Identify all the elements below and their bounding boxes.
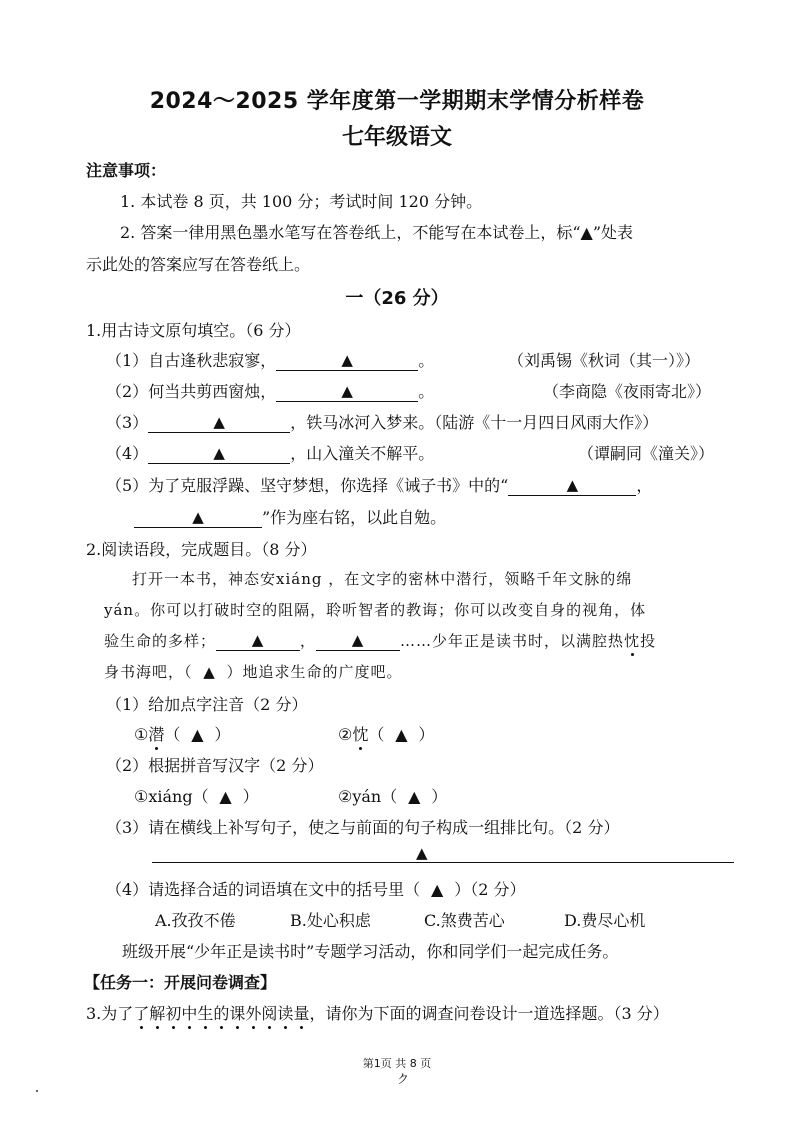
- paren-open: （: [368, 725, 385, 744]
- exam-subtitle: 七年级语文: [341, 125, 452, 150]
- paren-close: ）: [214, 725, 231, 744]
- q2-sub-2-a: [134, 784, 259, 807]
- q2-passage-line-4: [104, 661, 403, 682]
- passage-text: ……少年正是读书时，以满腔热: [400, 632, 625, 650]
- dotted-character: 忱: [624, 632, 641, 650]
- q2-passage-line-1: 打开一本书，神态安xiáng ，在文字的密林中潜行，领略千年文脉的绵: [132, 570, 633, 588]
- paren-close: ）: [431, 787, 448, 806]
- q1-item-5-line-2: [134, 505, 446, 528]
- q2-sub-1: （1）给加点字注音（2 分）: [106, 695, 308, 714]
- answer-blank: [148, 443, 290, 464]
- dotted-character: 中: [181, 1001, 197, 1024]
- q1-item-2-text: 何当共剪西窗烛，: [148, 382, 277, 401]
- answer-blank: [216, 630, 300, 651]
- dotted-character: 读: [277, 1001, 293, 1024]
- q3-text: 3.为了: [86, 1004, 134, 1023]
- q1-stem: 1.用古诗文原句填空。（6 分）: [86, 321, 301, 340]
- q1-item-4-text: ，山入潼关不解平。: [290, 444, 435, 463]
- q2-passage-line-3: [104, 630, 656, 651]
- q1-item-2: [106, 379, 434, 402]
- answer-blank: [134, 507, 262, 528]
- triangle-marker-icon: ▲: [192, 508, 204, 526]
- q2-sub-1-a: [134, 722, 230, 745]
- triangle-marker-icon: ▲: [408, 787, 421, 806]
- q1-item-1: [106, 348, 434, 371]
- q2-sub-4-text: （4）请选择合适的词语填在文中的括号里（: [106, 880, 421, 899]
- q1-item-3-text: ，铁马冰河入梦来。（陆游《十一月四日风雨大作》）: [290, 413, 659, 432]
- triangle-marker-icon: ▲: [213, 444, 225, 462]
- q2-sub-4-score: ）（2 分）: [454, 880, 526, 899]
- task-1-heading: 【任务一：开展问卷调查】: [84, 973, 277, 992]
- notice-item-2-line-2: 示此处的答案应写在答卷纸上。: [86, 255, 311, 274]
- answer-blank: [276, 350, 418, 371]
- triangle-marker-icon: ▲: [341, 382, 353, 400]
- option-a: A.孜孜不倦: [155, 911, 236, 930]
- q1-item-5-line-1: [106, 473, 652, 496]
- q2-sub-3: （3）请在横线上补写句子，使之与前面的句子构成一组排比句。（2 分）: [106, 818, 620, 837]
- answer-blank: [276, 381, 418, 402]
- q1-item-3-num: （3）: [106, 413, 149, 432]
- q1-item-2-end: 。: [418, 382, 435, 401]
- triangle-marker-icon: ▲: [431, 880, 444, 899]
- dotted-character: 初: [165, 1001, 181, 1024]
- paren-close: ）: [242, 787, 259, 806]
- dotted-character: 潜: [148, 722, 164, 745]
- q1-item-1-text: 自古逢秋悲寂寥，: [148, 351, 277, 370]
- triangle-marker-icon: ▲: [203, 663, 216, 681]
- triangle-marker-icon: ▲: [341, 351, 353, 369]
- q1-item-1-num: （1）: [106, 351, 149, 370]
- triangle-marker-icon: ▲: [566, 476, 579, 494]
- passage-text: ）地追求生命的广度吧。: [226, 663, 403, 681]
- notice-heading: 注意事项：: [86, 161, 167, 180]
- answer-blank: [508, 475, 636, 496]
- triangle-marker-icon: ▲: [416, 844, 428, 862]
- triangle-marker-icon: ▲: [213, 413, 225, 431]
- passage-comma: ，: [300, 632, 317, 650]
- passage-text: 投: [640, 632, 657, 650]
- passage-text: 身书海吧，（: [104, 663, 193, 681]
- q1-item-3: [106, 410, 658, 433]
- triangle-marker-icon: ▲: [219, 787, 232, 806]
- dotted-character: 生: [197, 1001, 213, 1024]
- answer-line: [152, 862, 734, 863]
- notice-item-1: 1. 本试卷 8 页，共 100 分；考试时间 120 分钟。: [120, 192, 483, 211]
- dotted-character: 阅: [261, 1001, 277, 1024]
- q2-sub-4: [106, 877, 525, 900]
- option-b: B.处心积虑: [290, 911, 371, 930]
- q1-item-4-num: （4）: [106, 444, 149, 463]
- answer-blank: [148, 412, 290, 433]
- notice-item-2-line-1: 2. 答案一律用黑色墨水笔写在答卷纸上，不能写在本试卷上，标“▲”处表: [120, 223, 634, 242]
- triangle-marker-icon: ▲: [395, 725, 408, 744]
- q1-item-1-end: 。: [418, 351, 435, 370]
- dotted-character: 课: [229, 1001, 245, 1024]
- triangle-marker-icon: ▲: [191, 725, 204, 744]
- dotted-character: 量: [293, 1001, 309, 1024]
- section-title: 一（26 分）: [345, 288, 449, 309]
- activity-intro: 班级开展“少年正是读书时”专题学习活动，你和同学们一起完成任务。: [122, 942, 619, 961]
- paren-close: ）: [418, 725, 435, 744]
- passage-text: 验生命的多样；: [104, 632, 217, 650]
- dotted-character: 了: [133, 1001, 149, 1024]
- q1-item-5-end: ”作为座右铭，以此自勉。: [262, 508, 447, 527]
- option-d: D.费尽心机: [564, 911, 646, 930]
- q2-stem: 2.阅读语段，完成题目。（8 分）: [86, 540, 317, 559]
- circled-number: ①: [134, 725, 149, 744]
- dotted-character: 的: [213, 1001, 229, 1024]
- answer-blank: [316, 630, 400, 651]
- q2-sub-1-b: [338, 722, 434, 745]
- triangle-marker-icon: ▲: [351, 631, 365, 649]
- q3-stem: [86, 1001, 669, 1024]
- q1-item-5-text: （5）为了克服浮躁、坚守梦想，你选择《诫子书》中的“: [106, 476, 509, 495]
- q1-item-2-num: （2）: [106, 382, 149, 401]
- dotted-phrase: [133, 1004, 309, 1023]
- exam-title: 2024～2025 学年度第一学期期末学情分析样卷: [149, 89, 645, 114]
- q2-passage-line-2: yán。你可以打破时空的阻隔，聆听智者的教诲；你可以改变自身的视角，体: [104, 601, 647, 619]
- dotted-character: 忱: [352, 722, 368, 745]
- handwritten-mark: ク: [397, 1072, 410, 1086]
- q2-sub-2-b: [338, 784, 447, 807]
- scan-speck: [36, 1090, 38, 1092]
- pinyin-prompt: ②yán（: [338, 787, 398, 806]
- q1-item-5-comma: ，: [636, 476, 653, 495]
- dotted-character: 解: [149, 1001, 165, 1024]
- q2-sub-2: （2）根据拼音写汉字（2 分）: [106, 756, 324, 775]
- dotted-character: 外: [245, 1001, 261, 1024]
- circled-number: ②: [338, 725, 353, 744]
- q1-item-4-source: （谭嗣同《潼关》）: [578, 444, 715, 463]
- pinyin-prompt: ①xiáng（: [134, 787, 209, 806]
- triangle-marker-icon: ▲: [251, 631, 265, 649]
- q1-item-1-source: （刘禹锡《秋词（其一）》）: [508, 351, 701, 370]
- q3-text: ，请你为下面的调查问卷设计一道选择题。（3 分）: [309, 1004, 669, 1023]
- paren-open: （: [164, 725, 181, 744]
- option-c: C.煞费苦心: [424, 911, 505, 930]
- q1-item-4: [106, 441, 434, 464]
- q1-item-2-source: （李商隐《夜雨寄北》）: [543, 382, 712, 401]
- page-footer: 第1页 共 8 页: [362, 1057, 432, 1070]
